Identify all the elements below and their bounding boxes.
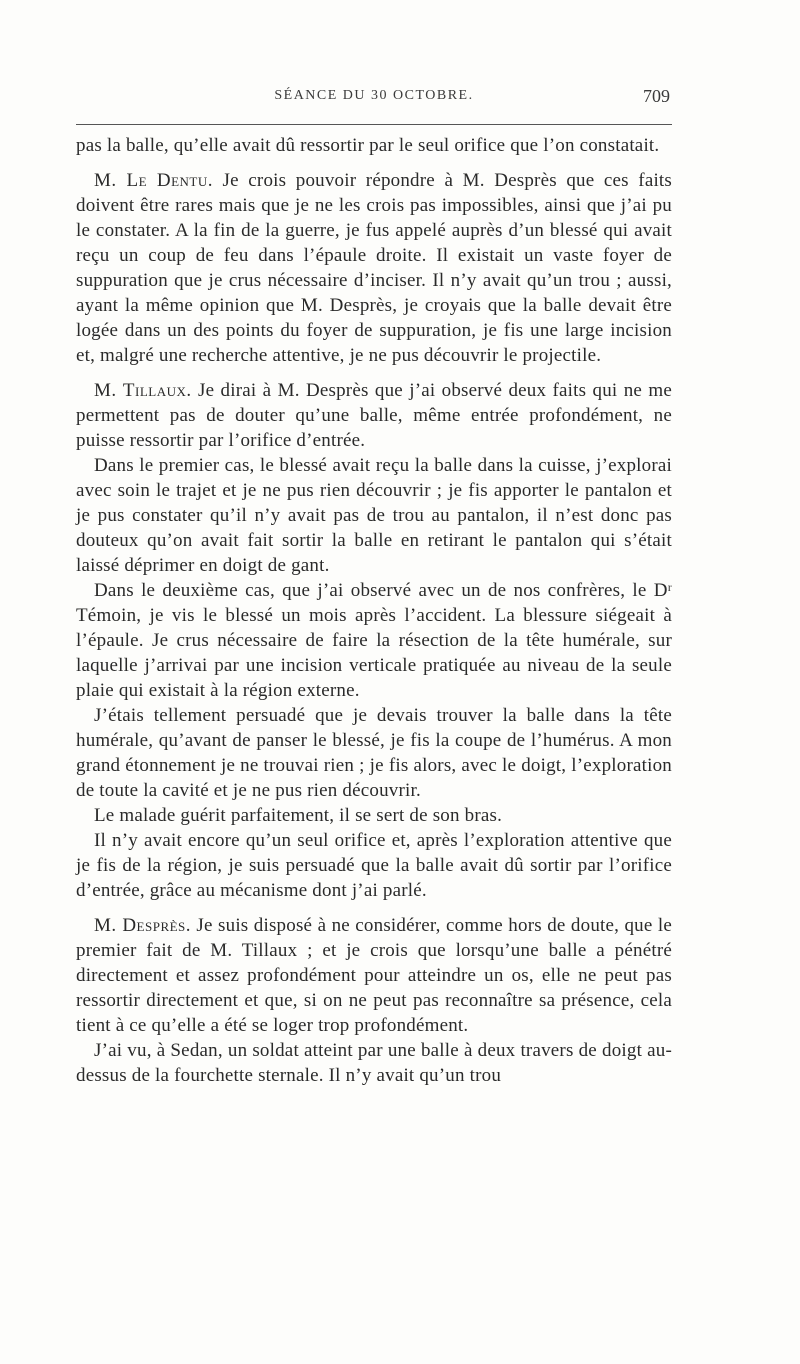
paragraph-text: pas la balle, qu’elle avait dû ressortir par le seul orifice que l’on constatait. — [76, 135, 660, 156]
running-title: SÉANCE DU 30 OCTOBRE. — [274, 88, 474, 103]
paragraph — [76, 803, 672, 828]
paragraph — [76, 453, 672, 578]
paragraph — [76, 828, 672, 903]
paragraph-text: J’ai vu, à Sedan, un soldat atteint par une balle à deux travers de doigt au-dessus de la fourchette sternale. Il n’y avait qu’un trou — [76, 1040, 672, 1086]
paragraph-text: Je dirai à M. Desprès que j’ai observé deux faits qui ne me permettent pas de douter qu’une balle, même entrée profondément, ne puisse ressortir par l’orifice d’entrée. — [76, 380, 672, 451]
body-text — [76, 133, 672, 1088]
page-header — [76, 88, 672, 112]
speaker-name: M. Tillaux. — [94, 380, 192, 401]
paragraph-text: Dans le deuxième cas, que j’ai observé avec un de nos confrères, le Dʳ Témoin, je vis le blessé un mois après l’accident. La blessure siégeait à l’épaule. Je crus nécessaire de faire la résection de la tête humérale, sur laquelle j’arrivai par une incision verticale pratiquée au niveau de la seule plaie qui existait à la région externe. — [76, 580, 672, 701]
paragraph-despres — [76, 913, 672, 1038]
paragraph — [76, 1038, 672, 1088]
paragraph-tillaux — [76, 378, 672, 453]
paragraph-continuation — [76, 133, 672, 158]
paragraph-text: Il n’y avait encore qu’un seul orifice et, après l’exploration attentive que je fis de la région, je suis persuadé que la balle avait dû sortir par l’orifice d’entrée, grâce au mécanisme dont j’ai parlé. — [76, 830, 672, 901]
paragraph-text: Le malade guérit parfaitement, il se sert de son bras. — [94, 805, 503, 826]
paragraph — [76, 578, 672, 703]
paragraph-le-dentu — [76, 168, 672, 368]
speaker-name: M. Desprès. — [94, 915, 192, 936]
paragraph-text: Je suis disposé à ne considérer, comme hors de doute, que le premier fait de M. Tillaux ; et je crois que lorsqu’une balle a pénétré directement et assez profondément pour atteindre un os, elle ne peut pas ressortir directement et que, si on ne peut pas reconnaître sa présence, cela tient à ce qu’elle a été se loger trop profondément. — [76, 915, 673, 1036]
paragraph-text: J’étais tellement persuadé que je devais trouver la balle dans la tête humérale, qu’avant de panser le blessé, je fis la coupe de l’humérus. A mon grand étonnement je ne trouvai rien ; je fis alors, avec le doigt, l’exploration de toute la cavité et je ne pus rien découvrir. — [76, 705, 672, 801]
paragraph — [76, 703, 672, 803]
speaker-name: M. Le Dentu. — [94, 170, 213, 191]
paragraph-text: Je crois pouvoir répondre à M. Desprès que ces faits doivent être rares mais que je ne les crois pas impossibles, ainsi que j’ai pu le constater. A la fin de la guerre, je fus appelé auprès d’un blessé qui avait reçu un coup de feu dans l’épaule droite. Il existait un vaste foyer de suppuration que je crus nécessaire d’inciser. Il n’y avait qu’un trou ; aussi, ayant la même opinion que M. Desprès, je croyais que la balle devait être logée dans un des points du foyer de suppuration, je fis une large incision et, malgré une recherche attentive, je ne pus découvrir le projectile. — [76, 170, 673, 366]
header-rule — [76, 124, 672, 125]
page-number: 709 — [643, 86, 670, 106]
paragraph-text: Dans le premier cas, le blessé avait reçu la balle dans la cuisse, j’explorai avec soin le trajet et je ne pus rien découvrir ; je fis apporter le pantalon et je pus constater qu’il n’y avait pas de trou au pantalon, il n’est donc pas douteux qu’on avait fait sortir la balle en retirant le pantalon qui s’était laissé déprimer en doigt de gant. — [76, 455, 672, 576]
